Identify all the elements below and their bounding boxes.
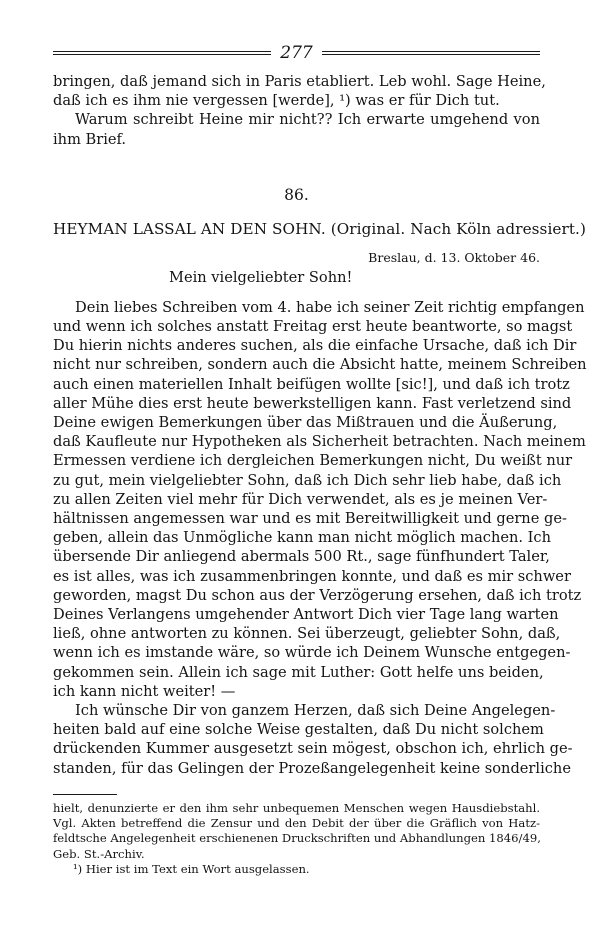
text-line: daß Kaufleute nur Hypotheken als Sicherheit betrachten. Nach meinem xyxy=(53,433,586,451)
letter-title: HEYMAN LASSAL AN DEN SOHN. (Original. Nach Köln adressiert.) xyxy=(53,219,587,238)
text-line: übersende Dir anliegend abermals 500 Rt., sage fünfhundert Taler, xyxy=(53,548,550,566)
page-header xyxy=(53,42,540,64)
text-line: nicht nur schreiben, sondern auch die Absicht hatte, meinem Schreiben xyxy=(53,356,587,374)
text-line: Ermessen verdiene ich dergleichen Bemerkungen nicht, Du weißt nur xyxy=(53,452,573,470)
paragraph-1 xyxy=(53,298,587,701)
text-line: Dein liebes Schreiben vom 4. habe ich seiner Zeit richtig empfangen xyxy=(75,298,585,316)
chapter-number: 86. xyxy=(284,185,309,204)
text-line: standen, für das Gelingen der Prozeßangelegenheit keine sonderliche xyxy=(53,759,571,777)
text-line: auch einen materiellen Inhalt beifügen wollte [sic!], und daß ich trotz xyxy=(53,375,570,393)
text-line: bringen, daß jemand sich in Paris etabliert. Leb wohl. Sage Heine, xyxy=(53,73,546,90)
footnote-rule xyxy=(53,794,117,795)
text-line: Ich wünsche Dir von ganzem Herzen, daß sich Deine Angelegen- xyxy=(75,702,556,720)
text-line: gekommen sein. Allein ich sage mit Luther: Gott helfe uns beiden, xyxy=(53,663,544,681)
text-line: daß ich es ihm nie vergessen [werde], ¹) was er für Dich tut. xyxy=(53,92,500,110)
text-line: aller Mühe dies erst heute bewerkstelligen kann. Fast verletzend sind xyxy=(53,394,572,412)
footnote-line: feldtsche Angelegenheit erschienenen Druckschriften und Abhandlungen 1846/49, xyxy=(53,831,541,846)
text-line: Deines Verlangens umgehender Antwort Dich vier Tage lang warten xyxy=(53,606,559,624)
footnote-line: Vgl. Akten betreffend die Zensur und den Debit der über die Gräflich von Hatz- xyxy=(53,816,540,831)
footnote-line: Geb. St.-Archiv. xyxy=(53,846,145,861)
text-line: hältnissen angemessen war und es mit Bereitwilligkeit und gerne ge- xyxy=(53,510,567,528)
text-line: ließ, ohne antworten zu können. Sei überzeugt, geliebter Sohn, daß, xyxy=(53,625,561,643)
text-line: geworden, magst Du schon aus der Verzögerung ersehen, daß ich trotz xyxy=(53,586,582,604)
text-line: und wenn ich solches anstatt Freitag erst heute beantworte, so magst xyxy=(53,318,573,336)
footnote-line: hielt, denunzierte er den ihm sehr unbequemen Menschen wegen Hausdiebstahl. xyxy=(53,800,540,815)
text-line: drückenden Kummer ausgesetzt sein mögest, obschon ich, ehrlich ge- xyxy=(53,740,573,758)
footnotes xyxy=(53,801,540,877)
salutation: Mein vielgeliebter Sohn! xyxy=(169,268,353,286)
page-number: 277 xyxy=(280,42,313,63)
text-line: ihm Brief. xyxy=(53,130,127,148)
text-line: Deine ewigen Bemerkungen über das Mißtrauen und die Äußerung, xyxy=(53,414,558,432)
text-line: heiten bald auf eine solche Weise gestalten, daß Du nicht solchem xyxy=(53,721,544,739)
dateline: Breslau, d. 13. Oktober 46. xyxy=(368,249,540,265)
text-line: Du hierin nichts anderes suchen, als die einfache Ursache, daß ich Dir xyxy=(53,337,577,355)
text-line: Warum schreibt Heine mir nicht?? Ich erwarte umgehend von xyxy=(75,111,540,129)
document-page xyxy=(53,42,587,877)
text-line: es ist alles, was ich zusammenbringen konnte, und daß es mir schwer xyxy=(53,567,571,585)
text-line: zu gut, mein vielgeliebter Sohn, daß ich Dich sehr lieb habe, daß ich xyxy=(53,471,562,489)
text-line: ich kann nicht weiter! — xyxy=(53,682,236,700)
text-line: zu allen Zeiten viel mehr für Dich verwendet, als es je meinen Ver- xyxy=(53,490,548,508)
text-line: geben, allein das Unmögliche kann man nicht möglich machen. Ich xyxy=(53,529,552,547)
intro-text xyxy=(53,72,546,149)
footnote-1: ¹) Hier ist im Text ein Wort ausgelassen. xyxy=(73,861,310,876)
header-rule-right xyxy=(322,51,540,55)
paragraph-2 xyxy=(53,701,573,778)
text-line: wenn ich es imstande wäre, so würde ich Deinem Wunsche entgegen- xyxy=(53,644,571,662)
header-rule-left xyxy=(53,51,271,55)
